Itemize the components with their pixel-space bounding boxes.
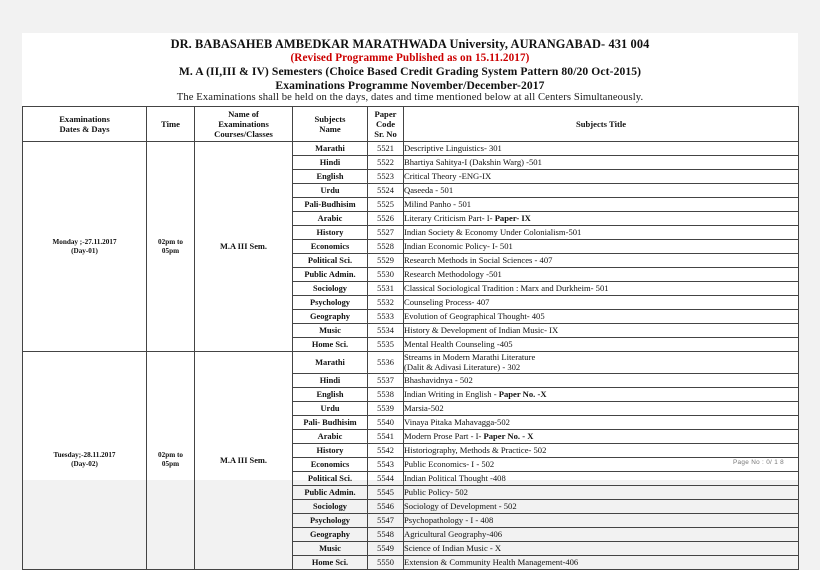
subject-name-cell: Music <box>293 541 368 555</box>
subject-name-cell: Arabic <box>293 429 368 443</box>
table-body <box>23 142 799 570</box>
exam-timetable-sheet <box>22 33 798 568</box>
subject-title-cell: Indian Writing in English - Paper No. -X <box>404 387 799 401</box>
subject-title-cell: Indian Economic Policy- I- 501 <box>404 240 799 254</box>
paper-code-cell: 5543 <box>368 457 404 471</box>
subject-name-cell: Urdu <box>293 184 368 198</box>
paper-code-cell: 5544 <box>368 471 404 485</box>
exam-time-line2: 05pm <box>161 460 180 469</box>
subject-name-cell: Psychology <box>293 513 368 527</box>
subject-name-cell: Pali-Budhisim <box>293 198 368 212</box>
course-name-cell: M.A III Sem. <box>195 352 293 570</box>
table-header-row <box>23 106 799 141</box>
subject-title-cell: Literary Criticism Part- I- Paper- IX <box>404 212 799 226</box>
exam-date-line2: (Day-01) <box>71 246 98 255</box>
subject-name-cell: Economics <box>293 240 368 254</box>
page-number-footer: Page No : 0/ 1 8 <box>733 459 784 466</box>
subject-name-cell: Marathi <box>293 352 368 374</box>
subject-title-cell: Public Policy- 502 <box>404 485 799 499</box>
subject-title-cell: Agricultural Geography-406 <box>404 527 799 541</box>
paper-code-cell: 5549 <box>368 541 404 555</box>
subject-title-cell: Extension & Community Health Management-406 <box>404 555 799 569</box>
exam-date-line1: Monday ;-27.11.2017 <box>52 237 117 246</box>
subject-name-cell: Marathi <box>293 142 368 156</box>
exam-date-line1: Tuesday;-28.11.2017 <box>53 451 116 460</box>
subject-title-cell: Qaseeda - 501 <box>404 184 799 198</box>
subject-title-cell: Sociology of Development - 502 <box>404 499 799 513</box>
paper-code-cell: 5521 <box>368 142 404 156</box>
column-header-time <box>147 106 195 141</box>
paper-code-cell: 5532 <box>368 296 404 310</box>
column-header-course-line2: Examinations <box>218 118 269 129</box>
subject-title-cell: Indian Society & Economy Under Colonialism-501 <box>404 226 799 240</box>
examination-session: Examinations Programme November/December-2017 <box>275 78 545 92</box>
subject-title-cell: Indian Political Thought -408 <box>404 471 799 485</box>
paper-code-cell: 5530 <box>368 268 404 282</box>
paper-code-cell: 5522 <box>368 156 404 170</box>
subject-name-cell: Urdu <box>293 401 368 415</box>
subject-title-cell: Research Methods in Social Sciences - 407 <box>404 254 799 268</box>
column-header-code-line3: Sr. No <box>374 128 397 139</box>
column-header-course-line3: Courses/Classes <box>214 128 273 139</box>
paper-code-cell: 5540 <box>368 415 404 429</box>
exam-time-cell <box>147 142 195 352</box>
subject-title-cell: Modern Prose Part - I- Paper No. - X <box>404 429 799 443</box>
column-header-subject-line1: Subjects <box>314 113 346 124</box>
subject-title-cell: Vinaya Pitaka Mahavagga-502 <box>404 415 799 429</box>
subject-title-cell: Classical Sociological Tradition : Marx and Durkheim- 501 <box>404 282 799 296</box>
table-row <box>23 142 799 156</box>
subject-name-cell: History <box>293 443 368 457</box>
subject-title-cell: Science of Indian Music - X <box>404 541 799 555</box>
column-header-subject <box>293 106 368 141</box>
subject-name-cell: Hindi <box>293 373 368 387</box>
subject-name-cell: English <box>293 170 368 184</box>
column-header-subject-line2: Name <box>319 123 341 134</box>
paper-code-cell: 5527 <box>368 226 404 240</box>
column-header-time-line1: Time <box>161 118 180 129</box>
subject-name-cell: Geography <box>293 527 368 541</box>
subject-name-cell: Political Sci. <box>293 254 368 268</box>
subject-title-cell: Milind Panho - 501 <box>404 198 799 212</box>
paper-code-cell: 5545 <box>368 485 404 499</box>
paper-code-cell: 5534 <box>368 324 404 338</box>
exam-date-line2: (Day-02) <box>71 460 98 469</box>
paper-code-cell: 5529 <box>368 254 404 268</box>
paper-code-cell: 5525 <box>368 198 404 212</box>
paper-code-cell: 5539 <box>368 401 404 415</box>
subject-title-cell: Public Economics- I - 502 <box>404 457 799 471</box>
subject-title-cell: Bhashavidnya - 502 <box>404 373 799 387</box>
examination-schedule-table <box>22 106 799 570</box>
column-header-subject-title <box>404 106 799 141</box>
subject-title-cell: Critical Theory -ENG-IX <box>404 170 799 184</box>
paper-code-cell: 5546 <box>368 499 404 513</box>
document-header <box>22 33 798 106</box>
column-header-dates <box>23 106 147 141</box>
university-title: DR. BABASAHEB AMBEDKAR MARATHWADA University, AURANGABAD- 431 004 <box>170 37 650 51</box>
subject-title-cell: Historiography, Methods & Practice- 502 <box>404 443 799 457</box>
exam-date-cell <box>23 142 147 352</box>
subject-title-cell: Bhartiya Sahitya-I (Dakshin Warg) -501 <box>404 156 799 170</box>
paper-code-cell: 5523 <box>368 170 404 184</box>
table-row <box>23 352 799 374</box>
subject-name-cell: Sociology <box>293 282 368 296</box>
paper-code-cell: 5535 <box>368 338 404 352</box>
paper-code-cell: 5541 <box>368 429 404 443</box>
subject-name-cell: Music <box>293 324 368 338</box>
subject-title-cell: Mental Health Counseling -405 <box>404 338 799 352</box>
subject-name-cell: Sociology <box>293 499 368 513</box>
column-header-title-line1: Subjects Title <box>575 118 627 129</box>
exam-time-line1: 02pm to <box>158 451 183 460</box>
subject-title-cell: History & Development of Indian Music- IX <box>404 324 799 338</box>
exam-time-cell <box>147 352 195 570</box>
subject-name-cell: Political Sci. <box>293 471 368 485</box>
subject-name-cell: Home Sci. <box>293 338 368 352</box>
subject-title-cell: Marsia-502 <box>404 401 799 415</box>
paper-code-cell: 5526 <box>368 212 404 226</box>
exam-time-line1: 02pm to <box>158 237 183 246</box>
paper-code-cell: 5538 <box>368 387 404 401</box>
course-name-cell: M.A III Sem. <box>195 142 293 352</box>
column-header-dates-line1: Examinations <box>59 113 110 124</box>
subject-title-cell: Psychopathology - I - 408 <box>404 513 799 527</box>
subject-title-cell: Streams in Modern Marathi Literature (Dalit & Adivasi Literature) - 302 <box>404 352 799 374</box>
paper-code-cell: 5524 <box>368 184 404 198</box>
subject-name-cell: Arabic <box>293 212 368 226</box>
paper-code-cell: 5528 <box>368 240 404 254</box>
table-header <box>23 106 799 141</box>
exam-date-cell <box>23 352 147 570</box>
programme-title: M. A (II,III & IV) Semesters (Choice Based Credit Grading System Pattern 80/20 Oct-2015) <box>178 64 642 78</box>
subject-name-cell: Economics <box>293 457 368 471</box>
paper-code-cell: 5550 <box>368 555 404 569</box>
column-header-course <box>195 106 293 141</box>
paper-code-cell: 5531 <box>368 282 404 296</box>
subject-name-cell: History <box>293 226 368 240</box>
subject-title-cell: Research Methodology -501 <box>404 268 799 282</box>
subject-name-cell: English <box>293 387 368 401</box>
subject-name-cell: Home Sci. <box>293 555 368 569</box>
subject-name-cell: Psychology <box>293 296 368 310</box>
subject-title-cell: Counseling Process- 407 <box>404 296 799 310</box>
paper-code-cell: 5547 <box>368 513 404 527</box>
paper-code-cell: 5537 <box>368 373 404 387</box>
subject-title-cell: Descriptive Linguistics- 301 <box>404 142 799 156</box>
column-header-code-line1: Paper <box>374 108 397 119</box>
subject-name-cell: Pali- Budhisim <box>293 415 368 429</box>
column-header-paper-code <box>368 106 404 141</box>
column-header-code-line2: Code <box>375 118 396 129</box>
subject-name-cell: Public Admin. <box>293 268 368 282</box>
column-header-dates-line2: Dates & Days <box>59 123 110 134</box>
subject-name-cell: Geography <box>293 310 368 324</box>
paper-code-cell: 5536 <box>368 352 404 374</box>
paper-code-cell: 5548 <box>368 527 404 541</box>
subject-name-cell: Hindi <box>293 156 368 170</box>
exam-time-line2: 05pm <box>161 246 180 255</box>
subject-name-cell: Public Admin. <box>293 485 368 499</box>
paper-code-cell: 5542 <box>368 443 404 457</box>
column-header-course-line1: Name of <box>228 108 259 119</box>
subject-title-cell: Evolution of Geographical Thought- 405 <box>404 310 799 324</box>
paper-code-cell: 5533 <box>368 310 404 324</box>
examination-note: The Examinations shall be held on the days, dates and time mentioned below at all Centers Simultaneously. <box>176 92 644 104</box>
revision-notice: (Revised Programme Published as on 15.11.2017) <box>290 51 530 64</box>
